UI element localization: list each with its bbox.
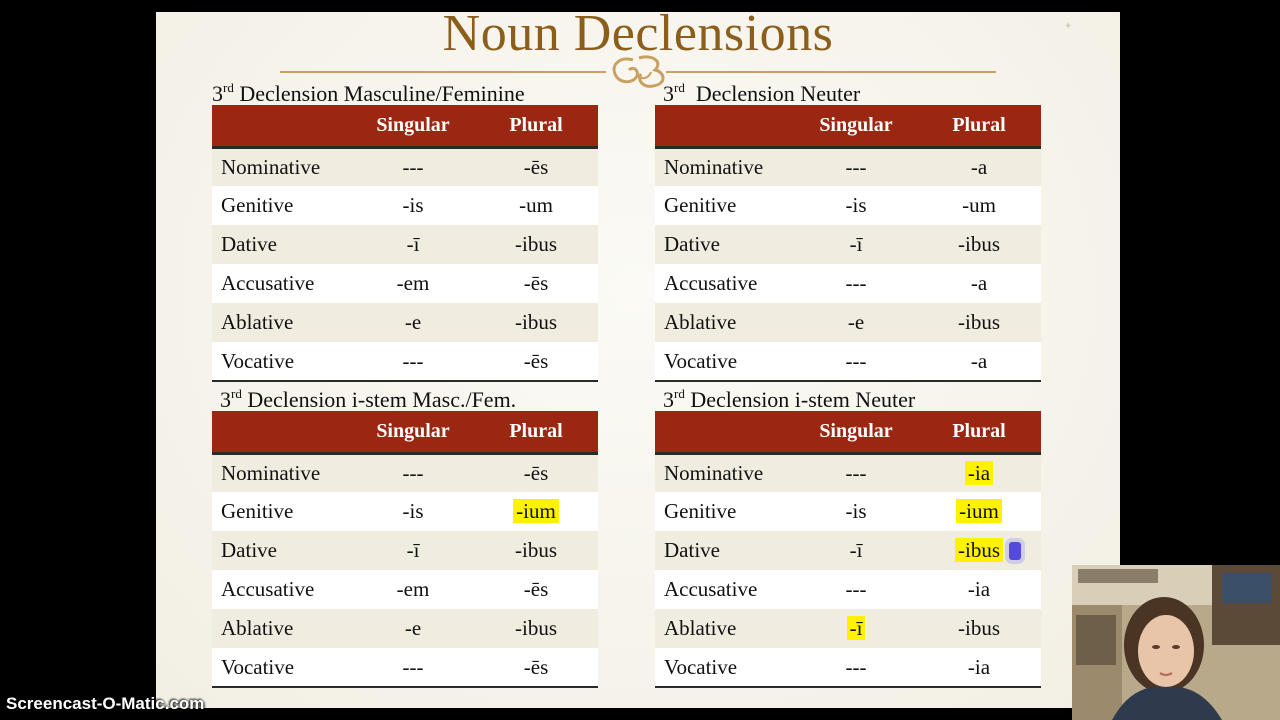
case-name: Dative xyxy=(221,538,277,562)
header-case xyxy=(655,105,795,147)
singular-ending: --- xyxy=(795,648,917,687)
table-row xyxy=(212,186,598,225)
table-header-row xyxy=(655,411,1041,453)
singular-ending xyxy=(795,609,917,648)
singular-ending: --- xyxy=(845,154,867,179)
case-name: Nominative xyxy=(221,460,321,485)
singular-ending: --- xyxy=(795,342,917,381)
plural-ending: -ibus xyxy=(515,310,557,334)
plural-ending: -ibus xyxy=(958,232,1000,256)
singular-ending: -em xyxy=(396,577,430,601)
singular-ending: -ī xyxy=(406,538,420,562)
table-row xyxy=(212,492,598,531)
case-name: Ablative xyxy=(664,310,737,334)
table-header-row xyxy=(212,105,598,147)
table-row xyxy=(655,147,1041,186)
table-title: 3rd Declension Neuter xyxy=(663,80,861,106)
pen-cursor-icon xyxy=(1009,542,1021,560)
highlighted-ending: -ium xyxy=(956,499,1002,523)
plural-ending xyxy=(917,453,1041,492)
plural-ending: -um xyxy=(962,193,996,217)
header-plural: Plural xyxy=(474,411,598,453)
singular-ending: -is xyxy=(845,499,867,523)
table-header-row xyxy=(212,411,598,453)
table-title: 3rd Declension i-stem Neuter xyxy=(663,386,916,412)
plural-ending: -ibus xyxy=(958,310,1000,334)
singular-ending: --- xyxy=(352,648,474,687)
table-row xyxy=(655,492,1041,531)
singular-ending: --- xyxy=(845,271,867,295)
singular-ending: -em xyxy=(396,271,430,295)
table-row xyxy=(655,264,1041,303)
declension-table xyxy=(212,105,598,382)
plural-ending: -ēs xyxy=(523,154,549,179)
case-name: Vocative xyxy=(655,648,795,687)
table-row xyxy=(212,453,598,492)
plural-ending: -ia xyxy=(967,577,991,601)
table-title: 3rd Declension Masculine/Feminine xyxy=(212,80,525,106)
plural-ending: -ēs xyxy=(523,271,549,295)
table-row xyxy=(212,303,598,342)
table-header-row xyxy=(655,105,1041,147)
table-title: 3rd Declension i-stem Masc./Fem. xyxy=(220,386,517,412)
header-singular: Singular xyxy=(352,411,474,453)
singular-ending: -is xyxy=(402,193,424,217)
case-name: Nominative xyxy=(664,154,764,179)
table-row xyxy=(655,342,1041,381)
singular-ending: -ī xyxy=(406,232,420,256)
case-name: Ablative xyxy=(664,616,737,640)
table-row xyxy=(212,570,598,609)
singular-ending: -e xyxy=(404,616,422,640)
plural-ending: -a xyxy=(970,154,988,179)
table-row xyxy=(655,303,1041,342)
singular-ending: -ī xyxy=(849,232,863,256)
singular-ending: -is xyxy=(845,193,867,217)
singular-ending: --- xyxy=(845,460,867,485)
case-name: Ablative xyxy=(221,310,294,334)
webcam-presenter-image xyxy=(1072,565,1280,720)
header-singular: Singular xyxy=(795,105,917,147)
header-singular: Singular xyxy=(352,105,474,147)
declension-table xyxy=(655,105,1041,382)
highlighted-ending: -ī xyxy=(847,616,866,640)
header-plural: Plural xyxy=(917,411,1041,453)
highlighted-ending: -ium xyxy=(513,499,559,523)
case-name: Vocative xyxy=(212,648,352,687)
plural-ending: -ia xyxy=(917,648,1041,687)
case-name: Accusative xyxy=(664,577,758,601)
plural-ending: -ibus xyxy=(515,616,557,640)
plural-ending xyxy=(917,492,1041,531)
table-row xyxy=(655,609,1041,648)
plural-ending xyxy=(474,492,598,531)
case-name: Nominative xyxy=(664,460,764,485)
header-case xyxy=(655,411,795,453)
table-row xyxy=(655,531,1041,570)
case-name: Genitive xyxy=(221,193,294,217)
table-row xyxy=(212,147,598,186)
case-name: Vocative xyxy=(655,342,795,381)
table-row xyxy=(212,648,598,687)
plural-ending: -um xyxy=(519,193,553,217)
singular-ending: -is xyxy=(402,499,424,523)
singular-ending: -e xyxy=(404,310,422,334)
table-row xyxy=(212,225,598,264)
case-name: Dative xyxy=(664,232,720,256)
case-name: Dative xyxy=(664,538,720,562)
plural-ending: -ēs xyxy=(474,648,598,687)
webcam-overlay xyxy=(1072,565,1280,720)
case-name: Genitive xyxy=(221,499,294,523)
case-name: Vocative xyxy=(212,342,352,381)
case-name: Accusative xyxy=(664,271,758,295)
table-row xyxy=(655,186,1041,225)
highlighted-ending: -ibus xyxy=(955,538,1003,562)
table-row xyxy=(212,264,598,303)
singular-ending: --- xyxy=(402,460,424,485)
singular-ending: --- xyxy=(352,342,474,381)
plural-ending: -ibus xyxy=(515,232,557,256)
plural-ending xyxy=(917,531,1041,570)
singular-ending: --- xyxy=(402,154,424,179)
title-rule-right xyxy=(666,71,996,73)
plural-ending: -ēs xyxy=(523,460,549,485)
singular-ending: -e xyxy=(847,310,865,334)
table-row xyxy=(212,609,598,648)
table-row xyxy=(655,225,1041,264)
star-icon: ✦ xyxy=(1064,21,1073,32)
slide xyxy=(156,12,1120,708)
case-name: Genitive xyxy=(664,193,737,217)
plural-ending: -a xyxy=(970,271,988,295)
declension-table xyxy=(655,411,1041,688)
table-row xyxy=(212,342,598,381)
declension-table xyxy=(212,411,598,688)
title-rule-left xyxy=(280,71,606,73)
plural-ending: -ēs xyxy=(523,577,549,601)
header-case xyxy=(212,411,352,453)
case-name: Ablative xyxy=(221,616,294,640)
header-plural: Plural xyxy=(474,105,598,147)
table-row xyxy=(655,648,1041,687)
header-singular: Singular xyxy=(795,411,917,453)
header-case xyxy=(212,105,352,147)
case-name: Dative xyxy=(221,232,277,256)
table-row xyxy=(655,453,1041,492)
singular-ending: --- xyxy=(845,577,867,601)
recorder-watermark: Screencast-O-Matic.com xyxy=(6,694,205,713)
case-name: Accusative xyxy=(221,271,315,295)
table-row xyxy=(655,570,1041,609)
slide-title: Noun Declensions xyxy=(442,12,834,62)
singular-ending: -ī xyxy=(849,538,863,562)
header-plural: Plural xyxy=(917,105,1041,147)
plural-ending: -ēs xyxy=(474,342,598,381)
plural-ending: -ibus xyxy=(958,616,1000,640)
case-name: Genitive xyxy=(664,499,737,523)
highlighted-ending: -ia xyxy=(965,461,993,485)
table-row xyxy=(212,531,598,570)
case-name: Accusative xyxy=(221,577,315,601)
case-name: Nominative xyxy=(221,154,321,179)
plural-ending: -a xyxy=(917,342,1041,381)
plural-ending: -ibus xyxy=(515,538,557,562)
